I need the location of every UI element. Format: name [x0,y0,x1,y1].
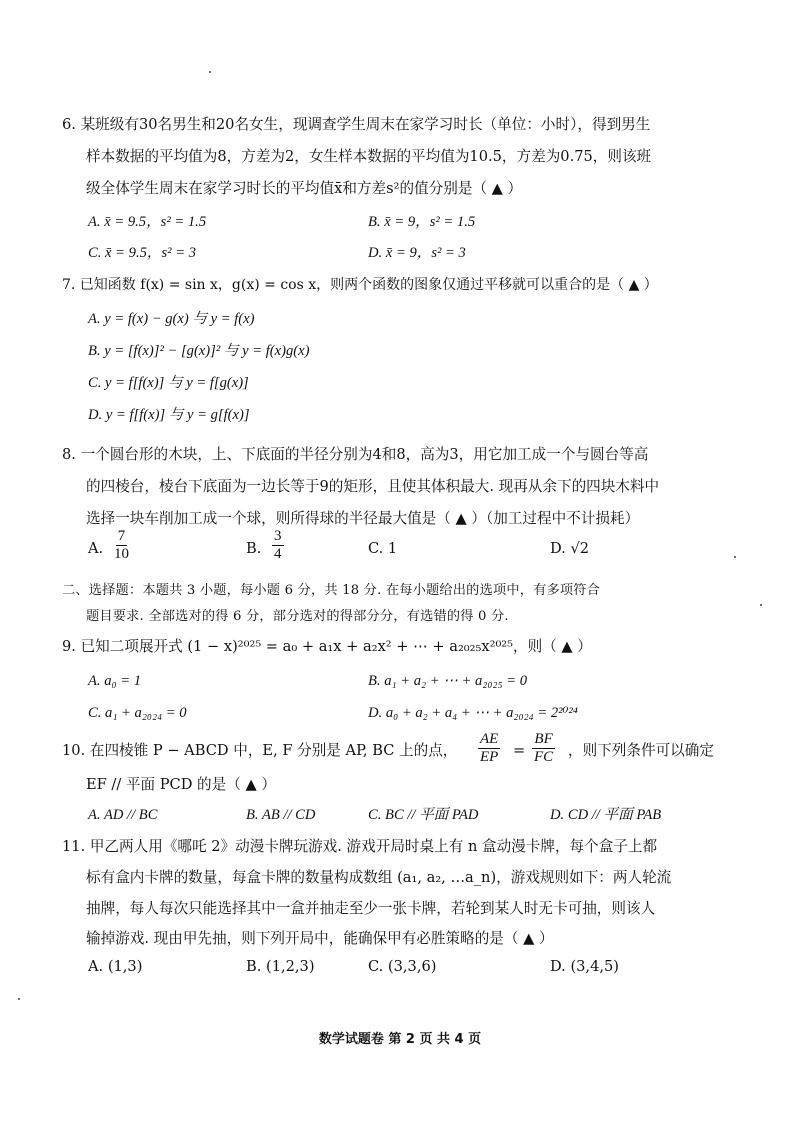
q10-option-a: A. AD // BC [88,807,158,823]
q8-option-d: D. √2 [550,540,590,557]
q8-option-a-fraction [112,528,131,563]
q7-option-c: C. y = f[f(x)] 与 y = f[g(x)] [88,375,249,391]
q6-option-b: B. x̄ = 9，s² = 1.5 [368,214,476,230]
q10-fraction-1-denominator: EP [480,749,499,765]
q7-option-a: A. y = f(x) − g(x) 与 y = f(x) [88,311,255,327]
q8-line-3: 选择一块车削加工成一个球，则所得球的半径最大值是（ ▲ ）（加工过程中不计损耗） [86,510,640,527]
q9-option-c: C. a₁ + a₂₀₂₄ = 0 [88,705,187,721]
q7-option-d: D. y = f[f(x)] 与 y = g[f(x)] [88,407,250,423]
q8-option-c: C. 1 [368,540,398,557]
q10-line-2: EF // 平面 PCD 的是（ ▲ ） [86,776,276,793]
q6-line-1: 6. 某班级有30名男生和20名女生，现调查学生周末在家学习时长（单位：小时），得到男生 [62,116,651,133]
q6-option-a: A. x̄ = 9.5，s² = 1.5 [88,214,207,230]
q11-line-2: 标有盒内卡牌的数量，每盒卡牌的数量构成数组 (a₁, a₂, …a_n)，游戏规则如下：两人轮流 [86,869,672,886]
q10-equals-sign: = [513,742,526,759]
q10-option-b: B. AB // CD [246,807,316,823]
q11-option-d: D. (3,4,5) [550,958,619,975]
q8-option-a-denominator: 10 [114,546,129,562]
q6-line-3: 级全体学生周末在家学习时长的平均值x̄和方差s²的值分别是（ ▲ ） [86,180,523,197]
q6-option-d: D. x̄ = 9，s² = 3 [368,245,466,261]
q7-line-1: 7. 已知函数 f(x) = sin x，g(x) = cos x，则两个函数的图象仅通过平移就可以重合的是（ ▲ ） [62,277,658,293]
q10-option-d: D. CD // 平面 PAB [550,807,662,823]
q10-line-1-post: ，则下列条件可以确定 [568,742,714,759]
q10-option-c: C. BC // 平面 PAD [368,807,479,823]
q8-option-a-label: A. [88,540,104,557]
q11-option-b: B. (1,2,3) [246,958,315,975]
q10-fraction-2-denominator: FC [534,749,554,765]
q8-option-b-denominator: 4 [274,546,282,562]
q9-option-b: B. a₁ + a₂ + ⋯ + a₂₀₂₅ = 0 [368,673,528,689]
scan-speck [734,556,736,558]
q8-line-2: 的四棱台，棱台下底面为一边长等于9的矩形，且使其体积最大. 现再从余下的四块木料中 [86,478,660,495]
q8-option-b-label: B. [246,540,262,557]
q11-line-3: 抽牌，每人每次只能选择其中一盒并抽走至少一张卡牌，若轮到某人时无卡可抽，则该人 [86,900,656,917]
q8-option-b-fraction [272,528,284,563]
scan-speck [209,71,211,73]
section-2-line-1: 二、选择题：本题共 3 小题，每小题 6 分，共 18 分. 在每小题给出的选项中，有多项符合 [62,583,601,598]
section-2-line-2: 题目要求. 全部选对的得 6 分，部分选对的得部分分，有选错的得 0 分. [86,609,509,624]
q10-fraction-2-numerator: BF [534,731,553,747]
q10-fraction-ae-ep [478,731,500,766]
q11-line-4: 输掉游戏. 现由甲先抽，则下列开局中，能确保甲有必胜策略的是（ ▲ ） [86,930,554,947]
q8-line-1: 8. 一个圆台形的木块，上、下底面的半径分别为4和8，高为3，用它加工成一个与圆台等高 [62,446,649,463]
q6-option-c: C. x̄ = 9.5，s² = 3 [88,245,196,261]
q8-option-a-numerator: 7 [117,528,126,544]
q10-line-1-pre: 10. 在四棱锥 P − ABCD 中，E, F 分别是 AP, BC 上的点， [62,742,458,759]
q11-option-c: C. (3,3,6) [368,958,437,975]
q11-line-1: 11. 甲乙两人用《哪吒 2》动漫卡牌玩游戏. 游戏开局时桌上有 n 盒动漫卡牌，每个盒子上都 [62,838,658,855]
page-footer: 数学试题卷 第 2 页 共 4 页 [318,1032,482,1047]
q9-line-1: 9. 已知二项展开式 (1 − x)²⁰²⁵ = a₀ + a₁x + a₂x² + ⋯ + a₂₀₂₅x²⁰²⁵，则（ ▲ ） [62,638,592,655]
q8-option-b-numerator: 3 [274,528,282,544]
q10-fraction-bf-fc [532,731,555,766]
q11-option-a: A. (1,3) [88,958,143,975]
q7-option-b: B. y = [f(x)]² − [g(x)]² 与 y = f(x)g(x) [88,343,310,359]
q9-option-a: A. a₀ = 1 [88,673,142,689]
q10-fraction-1-numerator: AE [480,731,499,747]
q9-option-d: D. a₀ + a₂ + a₄ + ⋯ + a₂₀₂₄ = 2²⁰²⁴ [368,705,578,721]
scan-speck [760,604,762,606]
q6-line-2: 样本数据的平均值为8，方差为2，女生样本数据的平均值为10.5，方差为0.75，则该班 [86,148,652,165]
scan-speck [18,998,20,1000]
